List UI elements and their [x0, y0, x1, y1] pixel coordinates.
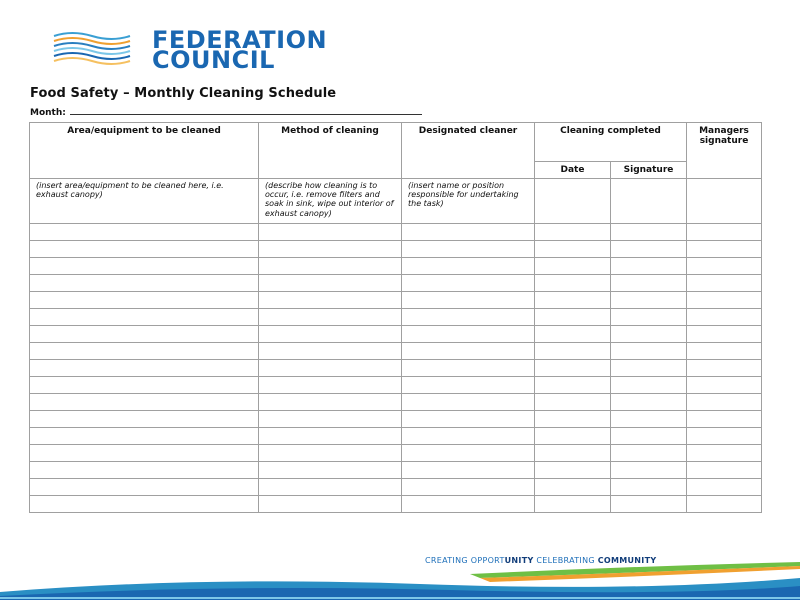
method-cell[interactable]: [259, 445, 402, 462]
signature-cell[interactable]: [611, 394, 687, 411]
cleaner-cell[interactable]: [402, 275, 535, 292]
cleaner-cell[interactable]: [402, 394, 535, 411]
managers-cell[interactable]: [687, 292, 762, 309]
header-managers-signature: Managers signature: [687, 123, 762, 179]
method-cell[interactable]: [259, 224, 402, 241]
managers-cell[interactable]: [687, 275, 762, 292]
area-cell[interactable]: [30, 224, 259, 241]
cleaner-cell[interactable]: [402, 462, 535, 479]
cleaner-cell[interactable]: [402, 224, 535, 241]
signature-cell[interactable]: [611, 445, 687, 462]
table-row: [30, 411, 762, 428]
table-row: [30, 479, 762, 496]
cleaner-cell[interactable]: [402, 326, 535, 343]
date-cell[interactable]: [535, 275, 611, 292]
method-cell[interactable]: [259, 275, 402, 292]
area-cell[interactable]: [30, 326, 259, 343]
managers-cell[interactable]: [687, 428, 762, 445]
header-date: Date: [535, 162, 611, 179]
footer-waves: [0, 540, 800, 600]
date-cell[interactable]: [535, 411, 611, 428]
method-cell[interactable]: [259, 479, 402, 496]
method-cell[interactable]: [259, 360, 402, 377]
table-row: [30, 309, 762, 326]
example-date-cell[interactable]: [535, 179, 611, 224]
area-cell[interactable]: [30, 377, 259, 394]
month-input-line[interactable]: [70, 107, 422, 115]
table-row: [30, 326, 762, 343]
example-cleaner-cell[interactable]: (insert name or position responsible for undertaking the task): [402, 179, 535, 224]
date-cell[interactable]: [535, 326, 611, 343]
cleaner-cell[interactable]: [402, 428, 535, 445]
tagline-part4: COMMUNITY: [597, 556, 657, 565]
federation-council-logo: [52, 26, 352, 74]
managers-cell[interactable]: [687, 360, 762, 377]
month-label: Month:: [30, 108, 66, 118]
table-row: [30, 241, 762, 258]
cleaner-cell[interactable]: [402, 309, 535, 326]
managers-cell[interactable]: [687, 479, 762, 496]
method-cell[interactable]: [259, 241, 402, 258]
area-cell[interactable]: [30, 360, 259, 377]
table-row: [30, 496, 762, 513]
date-cell[interactable]: [535, 445, 611, 462]
method-cell[interactable]: [259, 462, 402, 479]
signature-cell[interactable]: [611, 343, 687, 360]
signature-cell[interactable]: [611, 377, 687, 394]
date-cell[interactable]: [535, 428, 611, 445]
cleaner-cell[interactable]: [402, 445, 535, 462]
month-field: [30, 107, 422, 118]
example-signature-cell[interactable]: [611, 179, 687, 224]
managers-cell[interactable]: [687, 309, 762, 326]
area-cell[interactable]: [30, 428, 259, 445]
header-signature: Signature: [611, 162, 687, 179]
signature-cell[interactable]: [611, 224, 687, 241]
signature-cell[interactable]: [611, 411, 687, 428]
area-cell[interactable]: [30, 479, 259, 496]
managers-cell[interactable]: [687, 394, 762, 411]
signature-cell[interactable]: [611, 462, 687, 479]
cleaner-cell[interactable]: [402, 292, 535, 309]
signature-cell[interactable]: [611, 326, 687, 343]
footer-tagline: [425, 556, 656, 565]
method-cell[interactable]: [259, 496, 402, 513]
header-area: Area/equipment to be cleaned: [30, 123, 259, 179]
date-cell[interactable]: [535, 258, 611, 275]
method-cell[interactable]: [259, 326, 402, 343]
logo-waves-icon: [52, 30, 132, 66]
method-cell[interactable]: [259, 343, 402, 360]
table-row: [30, 462, 762, 479]
table-row: [30, 224, 762, 241]
table-row: [30, 360, 762, 377]
logo-word-federation: FEDERATION: [152, 26, 328, 54]
method-cell[interactable]: [259, 411, 402, 428]
method-cell[interactable]: [259, 394, 402, 411]
date-cell[interactable]: [535, 394, 611, 411]
signature-cell[interactable]: [611, 292, 687, 309]
managers-cell[interactable]: [687, 445, 762, 462]
example-method-cell[interactable]: (describe how cleaning is to occur, i.e. remove filters and soak in sink, wipe out interior of exhaust canopy): [259, 179, 402, 224]
signature-cell[interactable]: [611, 360, 687, 377]
header-method: Method of cleaning: [259, 123, 402, 179]
area-cell[interactable]: [30, 258, 259, 275]
managers-cell[interactable]: [687, 496, 762, 513]
date-cell[interactable]: [535, 309, 611, 326]
date-cell[interactable]: [535, 496, 611, 513]
table-row: [30, 275, 762, 292]
cleaner-cell[interactable]: [402, 411, 535, 428]
signature-cell[interactable]: [611, 309, 687, 326]
method-cell[interactable]: [259, 292, 402, 309]
tagline-part3: CELEBRATING: [533, 556, 598, 565]
area-cell[interactable]: [30, 462, 259, 479]
cleaner-cell[interactable]: [402, 360, 535, 377]
cleaner-cell[interactable]: [402, 377, 535, 394]
page-title: Food Safety – Monthly Cleaning Schedule: [30, 86, 337, 101]
area-cell[interactable]: [30, 343, 259, 360]
date-cell[interactable]: [535, 292, 611, 309]
managers-cell[interactable]: [687, 377, 762, 394]
header-cleaner: Designated cleaner: [402, 123, 535, 179]
table-row: [30, 343, 762, 360]
method-cell[interactable]: [259, 428, 402, 445]
tagline-part1: CREATING OPPORT: [425, 556, 505, 565]
area-cell[interactable]: [30, 292, 259, 309]
signature-cell[interactable]: [611, 496, 687, 513]
area-cell[interactable]: [30, 445, 259, 462]
signature-cell[interactable]: [611, 275, 687, 292]
managers-cell[interactable]: [687, 241, 762, 258]
area-cell[interactable]: [30, 241, 259, 258]
method-cell[interactable]: [259, 309, 402, 326]
example-managers-cell[interactable]: [687, 179, 762, 224]
area-cell[interactable]: [30, 309, 259, 326]
table-row: [30, 258, 762, 275]
table-row: [30, 292, 762, 309]
header-cleaning-completed: Cleaning completed: [535, 123, 687, 162]
signature-cell[interactable]: [611, 479, 687, 496]
date-cell[interactable]: [535, 479, 611, 496]
cleaner-cell[interactable]: [402, 258, 535, 275]
example-area-cell[interactable]: (insert area/equipment to be cleaned here, i.e. exhaust canopy): [30, 179, 259, 224]
date-cell[interactable]: [535, 377, 611, 394]
cleaner-cell[interactable]: [402, 343, 535, 360]
signature-cell[interactable]: [611, 428, 687, 445]
date-cell[interactable]: [535, 360, 611, 377]
managers-cell[interactable]: [687, 411, 762, 428]
cleaner-cell[interactable]: [402, 479, 535, 496]
managers-cell[interactable]: [687, 343, 762, 360]
managers-cell[interactable]: [687, 258, 762, 275]
managers-cell[interactable]: [687, 224, 762, 241]
tagline-part2: UNITY: [504, 556, 534, 565]
table-row: [30, 394, 762, 411]
cleaner-cell[interactable]: [402, 241, 535, 258]
table-row: [30, 428, 762, 445]
area-cell[interactable]: [30, 394, 259, 411]
signature-cell[interactable]: [611, 241, 687, 258]
cleaner-cell[interactable]: [402, 496, 535, 513]
method-cell[interactable]: [259, 377, 402, 394]
managers-cell[interactable]: [687, 462, 762, 479]
method-cell[interactable]: [259, 258, 402, 275]
logo-word-council: COUNCIL: [152, 46, 275, 74]
managers-cell[interactable]: [687, 326, 762, 343]
area-cell[interactable]: [30, 411, 259, 428]
signature-cell[interactable]: [611, 258, 687, 275]
example-row: [30, 179, 762, 224]
date-cell[interactable]: [535, 462, 611, 479]
table-row: [30, 377, 762, 394]
area-cell[interactable]: [30, 275, 259, 292]
area-cell[interactable]: [30, 496, 259, 513]
date-cell[interactable]: [535, 224, 611, 241]
date-cell[interactable]: [535, 241, 611, 258]
cleaning-schedule-table: [29, 122, 762, 513]
table-row: [30, 445, 762, 462]
date-cell[interactable]: [535, 343, 611, 360]
